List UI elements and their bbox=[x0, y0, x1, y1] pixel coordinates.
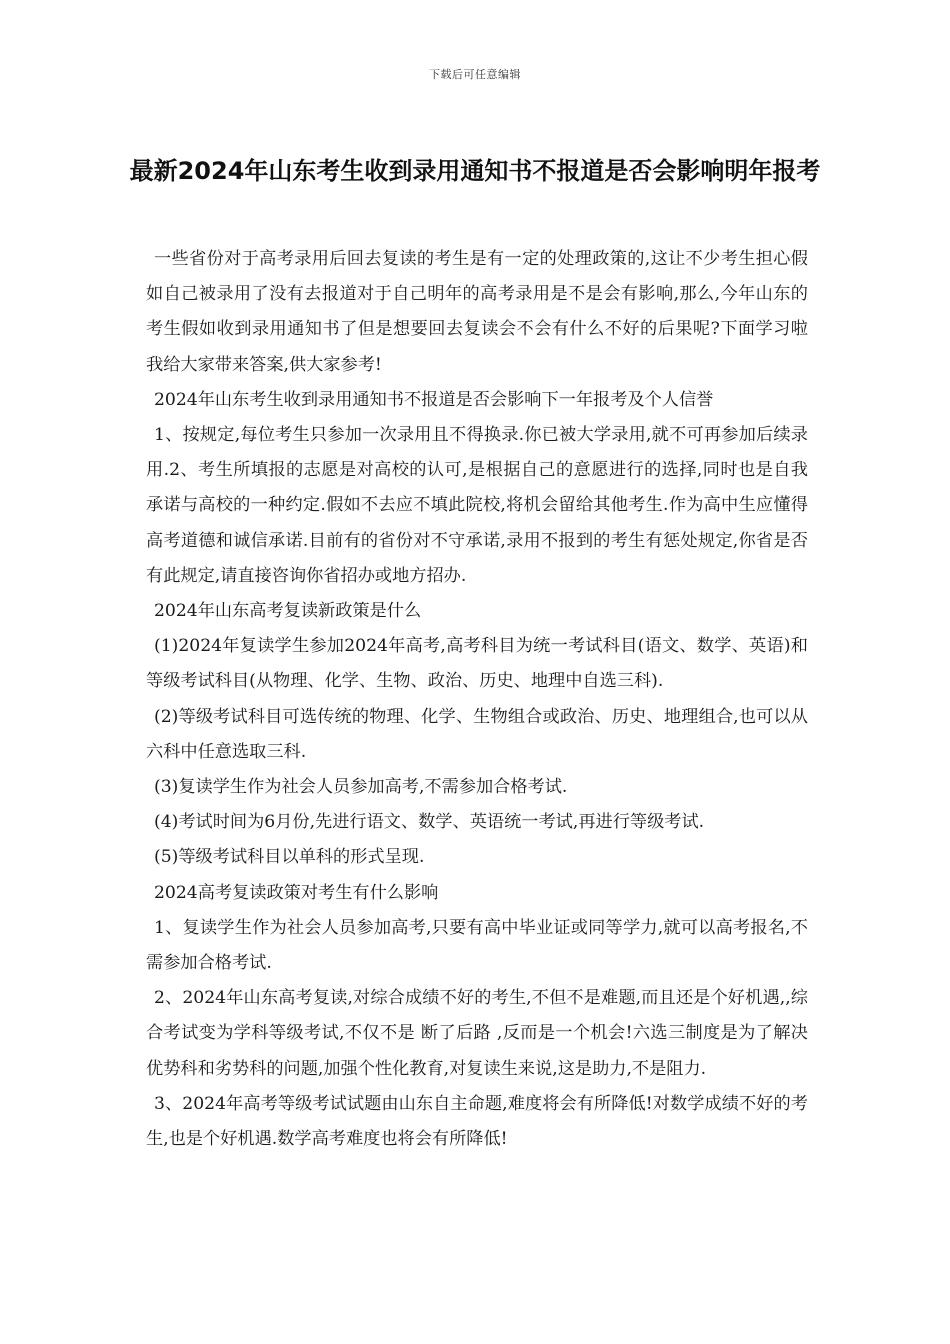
section-heading-new-policy: 2024年山东高考复读新政策是什么 bbox=[154, 601, 422, 622]
list-item: (4)考试时间为6月份,先进行语文、数学、英语统一考试,再进行等级考试. bbox=[154, 812, 705, 833]
document-body bbox=[146, 242, 808, 1157]
list-item: (3)复读学生作为社会人员参加高考,不需参加合格考试. bbox=[154, 777, 568, 798]
document-title: 最新2024年山东考生收到录用通知书不报道是否会影响明年报考 bbox=[129, 157, 821, 185]
list-item: 3、2024年高考等级考试试题由山东自主命题,难度将会有所降低!对数学成绩不好的考生,也是个好机遇.数学高考难度也将会有所降低! bbox=[146, 1093, 808, 1150]
header-note: 下载后可任意编辑 bbox=[429, 68, 521, 81]
paragraph-rules: 1、按规定,每位考生只参加一次录用且不得换录.你已被大学录用,就不可再参加后续录用.2、考生所填报的志愿是对高校的认可,是根据自己的意愿进行的选择,同时也是自我承诺与高校的一种约定.假如不去应不填此院校,将机会留给其他考生.作为高中生应懂得高考道德和诚信承诺.目前有的省份对不守承诺,录用不报到的考生有惩处规定,你省是否有此规定,请直接咨询你省招办或地方招办. bbox=[146, 425, 808, 586]
list-item: 2、2024年山东高考复读,对综合成绩不好的考生,不但不是难题,而且还是个好机遇,,综合考试变为学科等级考试,不仅不是 断了后路 ,反而是一个机会!六选三制度是为了解决优势科和劣势科的问题,加强个性化教育,对复读生来说,这是助力,不是阻力. bbox=[146, 988, 808, 1079]
list-item: (2)等级考试科目可选传统的物理、化学、生物组合或政治、历史、地理组合,也可以从六科中任意选取三科. bbox=[146, 706, 808, 762]
list-item: (1)2024年复读学生参加2024年高考,高考科目为统一考试科目(语文、数学、英语)和等级考试科目(从物理、化学、生物、政治、历史、地理中自选三科). bbox=[146, 636, 808, 692]
list-item: 1、复读学生作为社会人员参加高考,只要有高中毕业证或同等学力,就可以高考报名,不需参加合格考试. bbox=[146, 917, 808, 974]
section-heading-impact: 2024高考复读政策对考生有什么影响 bbox=[154, 882, 439, 903]
list-item: (5)等级考试科目以单科的形式呈现. bbox=[154, 847, 425, 868]
paragraph-intro: 一些省份对于高考录用后回去复读的考生是有一定的处理政策的,这让不少考生担心假如自己被录用了没有去报道对于自己明年的高考录用是不是会有影响,那么,今年山东的考生假如收到录用通知书了但是想要回去复读会不会有什么不好的后果呢?下面学习啦我给大家带来答案,供大家参考! bbox=[146, 249, 808, 375]
section-heading-report: 2024年山东考生收到录用通知书不报道是否会影响下一年报考及个人信誉 bbox=[154, 389, 714, 410]
